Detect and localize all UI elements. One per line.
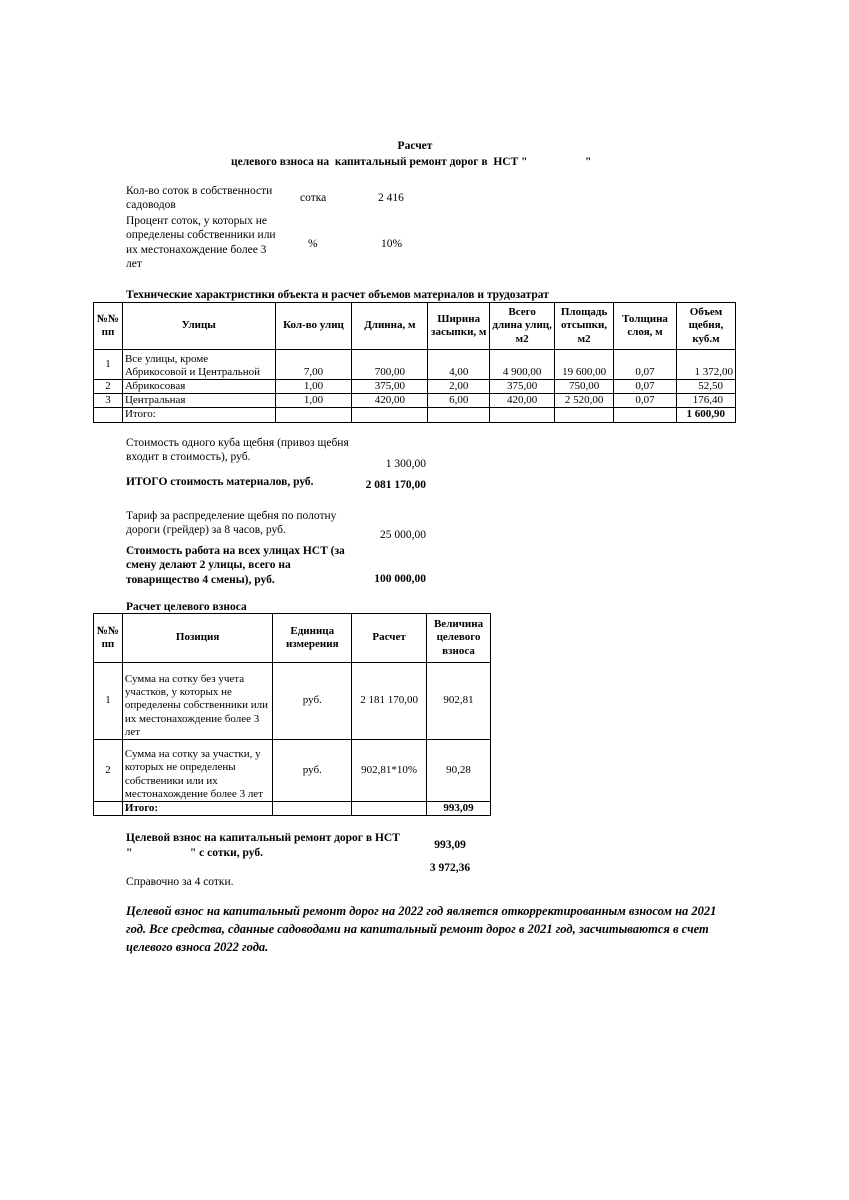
cell: 2,00	[428, 380, 490, 394]
cell: 750,00	[555, 380, 614, 394]
cell	[94, 408, 123, 422]
cell: 176,40	[676, 394, 735, 408]
param-label-plots: Кол-во соток в собственности садоводов	[126, 185, 273, 212]
table-row	[94, 663, 491, 740]
cell	[490, 408, 555, 422]
summary-label-line2: " " с сотки, руб.	[126, 847, 263, 859]
col-header-area: Площадь отсыпки, м2	[555, 303, 614, 350]
col-header-length: Длинна, м	[352, 303, 428, 350]
cell: 902,81*10%	[352, 740, 427, 802]
col-header-volume: Объем щебня, куб.м	[676, 303, 735, 350]
cell: Все улицы, кроме Абрикосовой и Центральной	[122, 350, 275, 380]
cell	[275, 408, 352, 422]
cell: 4,00	[428, 350, 490, 380]
summary-label-line1: Целевой взнос на капитальный ремонт дорог в НСТ	[126, 832, 400, 844]
col-header-num: №№ пп	[94, 303, 123, 350]
cell	[273, 802, 352, 816]
cell: 1,00	[275, 380, 352, 394]
param-unit-percent: %	[308, 238, 318, 250]
cell: 0,07	[614, 394, 677, 408]
cell: 902,81	[427, 663, 491, 740]
page-subtitle: целевого взноса на капитальный ремонт дорог в НСТ " "	[231, 156, 592, 168]
cell: 1	[94, 663, 123, 740]
cell: 2 181 170,00	[352, 663, 427, 740]
col-header-streets: Улицы	[122, 303, 275, 350]
cell: 375,00	[490, 380, 555, 394]
cell: 1 372,00	[676, 350, 735, 380]
table-row	[94, 380, 736, 394]
cell: 4 900,00	[490, 350, 555, 380]
tariff-value: 25 000,00	[380, 529, 426, 541]
table-row	[94, 740, 491, 802]
table-row	[94, 394, 736, 408]
cube-cost-value: 1 300,00	[385, 458, 426, 470]
cell: 1,00	[275, 394, 352, 408]
materials-cost-label: ИТОГО стоимость материалов, руб.	[126, 476, 314, 488]
cell: 3	[94, 394, 123, 408]
tariff-label: Тариф за распределение щебня по полотну дороги (грейдер) за 8 часов, руб.	[126, 510, 337, 537]
cell: 0,07	[614, 350, 677, 380]
cell: Сумма на сотку без учета участков, у которых не определены собственники или их местонахождение более 3 лет	[122, 663, 272, 740]
cell: руб.	[273, 663, 352, 740]
materials-table	[93, 302, 736, 423]
total-label: Итого:	[122, 408, 275, 422]
cell: 420,00	[352, 394, 428, 408]
table-total-row	[94, 408, 736, 422]
table-header-row	[94, 614, 491, 663]
cell	[428, 408, 490, 422]
table-header-row	[94, 303, 736, 350]
materials-cost-value: 2 081 170,00	[365, 479, 426, 491]
total-value: 1 600,90	[676, 408, 735, 422]
cell: 6,00	[428, 394, 490, 408]
summary-ref-label: Справочно за 4 сотки.	[126, 876, 234, 888]
cell	[352, 802, 427, 816]
param-value-percent: 10%	[381, 238, 403, 250]
param-label-percent: Процент соток, у которых не определены собственники или их местонахождение более 3 лет	[126, 215, 276, 271]
table2-caption: Расчет целевого взноса	[126, 601, 247, 613]
cell: 700,00	[352, 350, 428, 380]
page-title: Расчет	[397, 140, 433, 152]
cell	[555, 408, 614, 422]
cell: Центральная	[122, 394, 275, 408]
cube-cost-label: Стоимость одного куба щебня (привоз щебня входит в стоимость), руб.	[126, 437, 349, 464]
table1-caption: Технические характристики объекта и расчет объемов материалов и трудозатрат	[126, 289, 549, 301]
col-header-amount: Величина целевого взноса	[427, 614, 491, 663]
param-unit-plots: сотка	[300, 192, 327, 204]
cell	[614, 408, 677, 422]
cell: 2	[94, 740, 123, 802]
cell: 2 520,00	[555, 394, 614, 408]
cell: 2	[94, 380, 123, 394]
cell: Сумма на сотку за участки, у которых не определены собственики или их местонахождение более 3 лет	[122, 740, 272, 802]
col-header-position: Позиция	[122, 614, 272, 663]
cell: 90,28	[427, 740, 491, 802]
summary-value: 993,09	[434, 839, 466, 851]
cell	[94, 802, 123, 816]
cell: 420,00	[490, 394, 555, 408]
col-header-calc: Расчет	[352, 614, 427, 663]
cell: 19 600,00	[555, 350, 614, 380]
param-value-plots: 2 416	[378, 192, 404, 204]
total-value: 993,09	[427, 802, 491, 816]
cell: 375,00	[352, 380, 428, 394]
table-row	[94, 350, 736, 380]
contribution-table	[93, 613, 491, 816]
table-total-row	[94, 802, 491, 816]
col-header-total-length: Всего длина улиц, м2	[490, 303, 555, 350]
col-header-thickness: Толщина слоя, м	[614, 303, 677, 350]
work-cost-value: 100 000,00	[374, 573, 426, 585]
cell: 0,07	[614, 380, 677, 394]
total-label: Итого:	[122, 802, 272, 816]
closing-note: Целевой взнос на капитальный ремонт дорог на 2022 год является откорректированным взносом на 2021 год. Все средства, сданные садоводами на капитальный ремонт дорог в 2021 год, засчитываются в счет целевого взноса 2022 года.	[126, 904, 717, 955]
cell: Абрикосовая	[122, 380, 275, 394]
cell: 1	[94, 350, 123, 380]
col-header-num: №№ пп	[94, 614, 123, 663]
col-header-unit: Единица измерения	[273, 614, 352, 663]
col-header-width: Ширина засыпки, м	[428, 303, 490, 350]
summary-ref-value: 3 972,36	[429, 862, 471, 874]
cell: 7,00	[275, 350, 352, 380]
cell	[352, 408, 428, 422]
work-cost-label: Стоимость работа на всех улицах НСТ (за смену делают 2 улицы, всего на товарищество 4 смены), руб.	[126, 545, 345, 586]
cell: руб.	[273, 740, 352, 802]
cell: 52,50	[676, 380, 735, 394]
col-header-count: Кол-во улиц	[275, 303, 352, 350]
